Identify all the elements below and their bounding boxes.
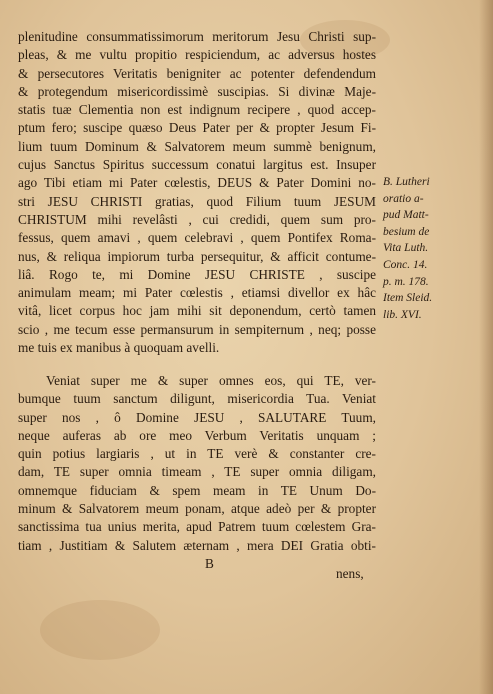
margin-note-line: p. m. 178. — [383, 275, 429, 288]
margin-note-line: besium de — [383, 225, 430, 238]
text-line: scio , me tecum esse permansurum in sempiternum , neq; posse — [18, 321, 376, 337]
margin-note-line: pud Matt- — [383, 209, 429, 222]
text-line: liâ. Rogo te, mi Domine JESU CHRISTE , suscipe — [18, 266, 376, 282]
text-line: sanctissima tua unius merita, apud Patrem tuum cœlestem Gra- — [18, 519, 376, 535]
margin-note-line: Vita Luth. — [383, 242, 429, 255]
text-line: omnemque fiduciam & spem meam in TE Unum Do- — [18, 482, 376, 498]
text-line: plenitudine consummatissimorum meritorum Jesu Christi sup- — [18, 29, 376, 44]
text-line: CHRISTUM mihi revelâsti , cui credidi, quem sum pro- — [18, 211, 376, 227]
text-line: Veniat super me & super omnes eos, qui TE, ver- — [46, 373, 376, 388]
text-line: me tuis ex manibus à quoquam avelli. — [18, 340, 220, 356]
paper-stain — [40, 600, 160, 660]
text-line: statis tuæ Clementia non est indignum recipere , quod accep- — [18, 102, 376, 118]
text-line: cujus Sanctus Spiritus successum conatui largitus est. Insuper — [18, 157, 376, 173]
margin-note-line: Item Sleid. — [383, 292, 433, 305]
signature-mark: B — [205, 556, 214, 571]
page-edge-shadow — [479, 0, 493, 694]
text-line: ago Tibi etiam mi Pater cœlestis, DEUS & Pater Domini no- — [18, 175, 376, 191]
text-line: lium tuum Dominum & Salvatorem meum summè benignum, — [18, 138, 376, 154]
text-line: & persecutores Veritatis benigniter ac potenter defendendum — [18, 65, 376, 81]
text-line: neque auferas ab ore meo Verbum Veritatis unquam ; — [18, 427, 376, 443]
text-line: quin potius largiaris , ut in TE verè & constanter cre- — [18, 446, 376, 462]
text-line: stri JESU CHRISTI gratias, quod Filium tuum JESUM — [18, 193, 376, 209]
margin-note-line: Conc. 14. — [383, 258, 428, 271]
text-line: tiam , Justitiam & Salutem æternam , mera DEI Gratia obti- — [18, 537, 376, 553]
text-line: pleas, & me vultu propitio respiciendum, ac adversus hostes — [18, 47, 376, 63]
text-line: ptum fero; suscipe quæso Deus Pater per & propter Jesum Fi- — [18, 120, 376, 136]
text-line: bumque tuum sanctum diligunt, misericordia Tua. Veniat — [18, 391, 376, 407]
text-line: super nos , ô Domine JESU , SALUTARE Tuum, — [18, 409, 376, 425]
text-line: minum & Salvatorem meum ponam, atque adeò per & propter — [18, 501, 376, 517]
margin-note-line: oratio a- — [383, 192, 424, 205]
text-line: vitâ, licet corpus hoc jam mihi sit deponendum, certò tamen — [18, 303, 376, 319]
margin-note-line: lib. XVI. — [383, 308, 422, 321]
text-line: dam, TE super omnia timeam , TE super omnia diligam, — [18, 464, 376, 480]
margin-note-line: B. Lutheri — [383, 176, 430, 188]
catchword: nens, — [336, 566, 364, 581]
text-line: animulam meam; mi Pater cœlestis , etiamsi divellor ex hâc — [18, 285, 376, 301]
margin-note — [383, 174, 483, 323]
text-line: & protegendum misericordissimè suscipias. Si divinæ Maje- — [18, 83, 376, 99]
text-line: nus, & reliqua impiorum turba persequitur, & afficit contume- — [18, 248, 376, 264]
paragraph-prayer-part1 — [18, 28, 376, 357]
paragraph-prayer-part2 — [18, 372, 376, 555]
text-line: fessus, quem amavi , quem celebravi , quem Pontifex Roma- — [18, 230, 376, 246]
